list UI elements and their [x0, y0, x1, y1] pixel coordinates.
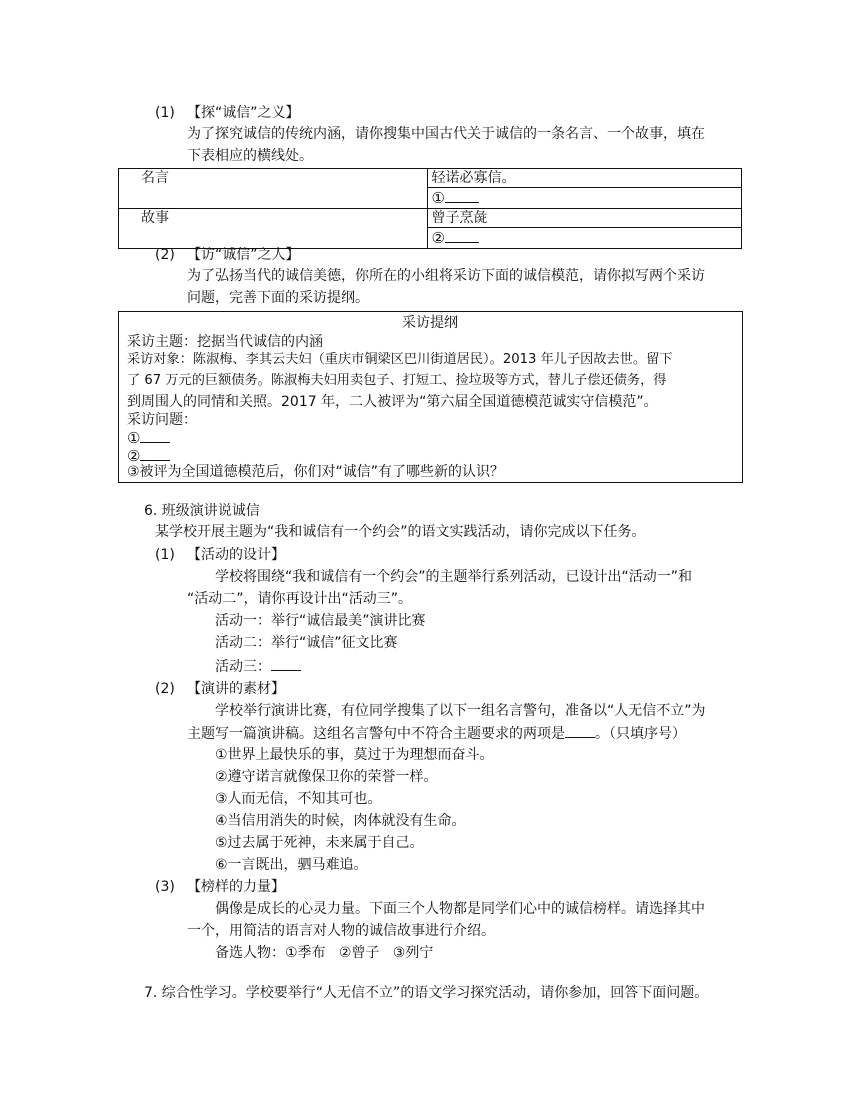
q6-p2-text-line1: 学校举行演讲比赛，有位同学搜集了以下一组名言警句，准备以“人无信不立”为	[215, 703, 706, 719]
q6-p1-number: (1)	[155, 547, 175, 563]
q6-p3-number: (3)	[155, 879, 175, 895]
outline-theme: 采访主题：挖据当代诚信的内涵	[127, 334, 323, 350]
quote-item-6: ⑥一言既出，驷马难追。	[215, 857, 368, 873]
outline-questions-label: 采访问题：	[127, 412, 197, 428]
question-marker-1: ①	[127, 429, 141, 447]
q5-p1-title: 【探“诚信”之义】	[187, 105, 300, 121]
table-label-saying: 名言	[119, 169, 428, 209]
blank-marker-1: ①	[431, 189, 445, 207]
table-cell-story-blank[interactable]	[427, 228, 742, 249]
q6-p2-text-before-blank: 主题写一篇演讲稿。这组名言警句中不符合主题要求的两项是	[187, 726, 565, 742]
quote-item-4: ④当信用消失的时候，肉体就没有生命。	[215, 813, 466, 829]
outline-target-line3: 到周围人的同情和关照。2017 年，二人被评为“第六届全国道德模范诚实守信模范”。	[127, 394, 658, 410]
q6-p1-title: 【活动的设计】	[187, 547, 285, 563]
q6-p1-text-line1: 学校将围绕“我和诚信有一个约会”的主题举行系列活动，已设计出“活动一”和	[215, 569, 693, 585]
outline-target-line2: 了 67 万元的巨额债务。陈淑梅夫妇用卖包子、打短工、捡垃圾等方式，替儿子偿还债务，得	[127, 373, 667, 388]
q6-p2-number: (2)	[155, 681, 175, 697]
outline-heading: 采访提纲	[402, 315, 458, 331]
quote-item-3: ③人而无信，不知其可也。	[215, 791, 382, 807]
q6-p3-text-line1: 偶像是成长的心灵力量。下面三个人物都是同学们心中的诚信榜样。请选择其中	[215, 901, 705, 917]
q7-heading: 7. 综合性学习。学校要举行“人无信不立”的语文学习探究活动，请你参加，回答下面问题。	[144, 985, 709, 1001]
outline-target-line1: 采访对象：陈淑梅、李其云夫妇（重庆市铜梁区巴川街道居民）。2013 年儿子因故去世。留下	[127, 352, 673, 367]
q6-p2-text-line2	[187, 723, 686, 744]
q6-p2-text-after-blank: 。（只填序号）	[595, 726, 686, 742]
blank-marker-2: ②	[431, 229, 445, 247]
q5-p1-intro-line1: 为了探究诚信的传统内涵，请你搜集中国古代关于诚信的一条名言、一个故事，填在	[187, 126, 705, 142]
activity-3	[215, 656, 301, 677]
table-cell-saying-given: 轻诺必寡信。	[427, 169, 742, 188]
table-label-story: 故事	[119, 209, 428, 249]
question-blank-1[interactable]	[140, 428, 170, 443]
quote-item-5: ⑤过去属于死神，未来属于自己。	[215, 835, 424, 851]
q5-p1-intro-line2: 下表相应的横线处。	[187, 148, 313, 164]
q6-heading: 6. 班级演讲说诚信	[144, 503, 260, 519]
activity-2: 活动二：举行“诚信”征文比赛	[215, 635, 398, 651]
q6-intro: 某学校开展主题为“我和诚信有一个约会”的语文实践活动，请你完成以下任务。	[155, 524, 646, 540]
table-cell-saying-blank[interactable]	[427, 188, 742, 209]
activity-3-label: 活动三：	[215, 659, 271, 675]
quote-item-1: ①世界上最快乐的事，莫过于为理想而奋斗。	[215, 747, 494, 763]
q5-p2-intro-line1: 为了弘扬当代的诚信美德，你所在的小组将采访下面的诚信模范，请你拟写两个采访	[187, 268, 705, 284]
question-marker-2: ②	[127, 447, 141, 465]
quote-answer-blank[interactable]	[565, 723, 595, 738]
answer-blank-2[interactable]	[445, 228, 479, 243]
outline-question-3: ③被评为全国道德模范后，你们对“诚信”有了哪些新的认识？	[127, 464, 505, 480]
q6-p1-text-line2: “活动二”，请你再设计出“活动三”。	[187, 591, 413, 607]
q6-p2-title: 【演讲的素材】	[187, 681, 285, 697]
activity-3-blank[interactable]	[271, 656, 301, 671]
candidate-people: 备选人物：①季布 ②曾子 ③列宁	[215, 945, 434, 961]
q5-p1-number: (1)	[155, 105, 175, 121]
saying-story-table	[118, 168, 742, 249]
question-blank-2[interactable]	[140, 446, 170, 461]
activity-1: 活动一：举行“诚信最美”演讲比赛	[215, 613, 426, 629]
q5-p2-number: (2)	[155, 247, 175, 263]
q5-p2-intro-line2: 问题，完善下面的采访提纲。	[187, 290, 369, 306]
table-cell-story-given: 曾子烹彘	[427, 209, 742, 228]
answer-blank-1[interactable]	[445, 188, 479, 203]
quote-item-2: ②遵守诺言就像保卫你的荣誉一样。	[215, 769, 438, 785]
q6-p3-title: 【榜样的力量】	[187, 879, 285, 895]
q6-p3-text-line2: 一个，用简洁的语言对人物的诚信故事进行介绍。	[187, 923, 495, 939]
q5-p2-title: 【访“诚信”之人】	[187, 247, 300, 263]
